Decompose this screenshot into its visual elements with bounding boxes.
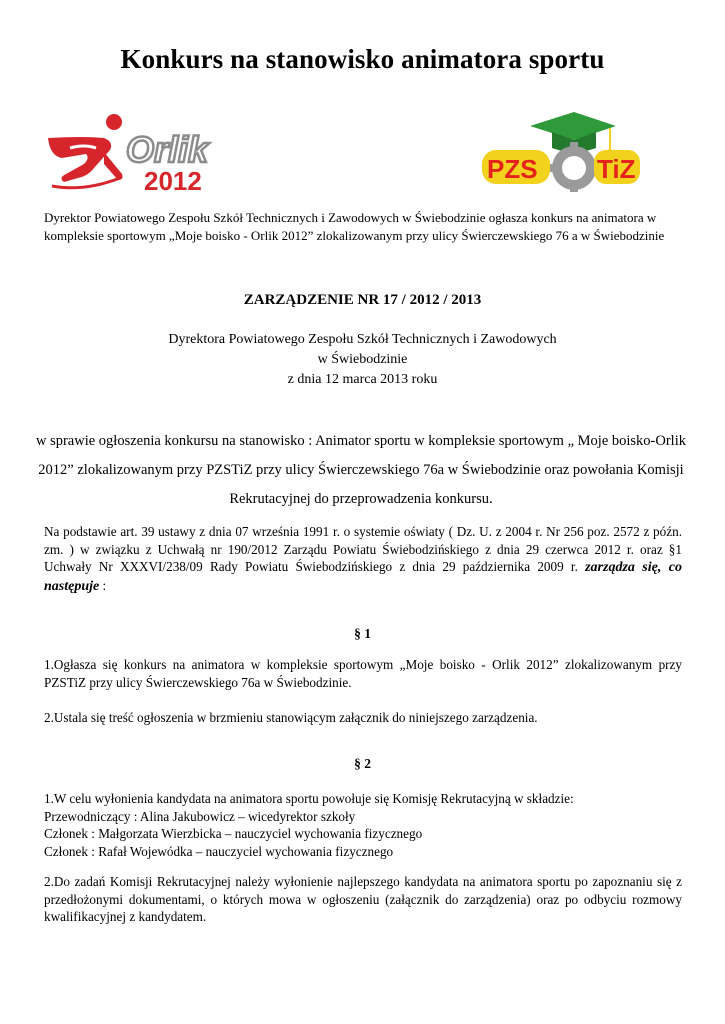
- orlik-word: Orlik: [126, 129, 209, 170]
- section-2-item-1: [44, 790, 682, 860]
- pzstiz-logo: [482, 108, 640, 192]
- section-1-heading: § 1: [354, 626, 371, 641]
- issuer-line: w Świebodzinie: [317, 352, 408, 367]
- regulation-number: ZARZĄDZENIE NR 17 / 2012 / 2013: [243, 292, 482, 308]
- gear-icon: [548, 142, 600, 192]
- legal-basis-text: Na podstawie art. 39 ustawy z dnia 07 września 1991 r. o systemie oświaty ( Dz. U. z 2004 r. Nr 256 poz. 2572 z późn. zm. ) w związku z Uchwałą nr 190/2012 Zarządu Powiatu Świebodzińskiego z dnia 29 czerwca 2012 r. oraz §1 Uchwały Nr XXXVI/238/09 Rady Powiatu Świebodzińskiego z dnia 29 października 2009 r.: [44, 524, 682, 574]
- legal-basis-end: :: [99, 577, 107, 593]
- orlik-year: 2012: [144, 166, 202, 194]
- section-2-heading: § 2: [354, 756, 371, 771]
- section-1-item-1: 1.Ogłasza się konkurs na animatora w kompleksie sportowym „Moje boisko - Orlik 2012” zlokalizowanym przy PZSTiZ przy ulicy Świerczewskiego 76a w Świebodzinie.: [44, 657, 682, 690]
- legal-basis-paragraph: [44, 523, 682, 595]
- committee-member: Przewodniczący : Alina Jakubowicz – wicedyrektor szkoły: [44, 808, 356, 824]
- issuer-line: Dyrektora Powiatowego Zespołu Szkół Technicznych i Zawodowych: [168, 332, 557, 347]
- runner-figure-icon: [48, 114, 123, 188]
- section-1-item-2: 2.Ustala się treść ogłoszenia w brzmieniu stanowiącym załącznik do niniejszego zarządzenia.: [44, 710, 538, 725]
- page-title: Konkurs na stanowisko animatora sportu: [120, 44, 605, 74]
- committee-member: Członek : Rafał Wojewódka – nauczyciel wychowania fizycznego: [44, 843, 394, 859]
- committee-intro: 1.W celu wyłonienia kandydata na animatora sportu powołuje się Komisję Rekrutacyjną w składzie:: [44, 791, 574, 806]
- section-2-item-2: 2.Do zadań Komisji Rekrutacyjnej należy wyłonienie najlepszego kandydata na animatora sportu po zapoznaniu się z przedłożonymi dokumentami, o których mowa w ogłoszeniu (załącznik do zarządzenia) oraz po odbyciu rozmowy kwalifikacyjnej z kandydatem.: [44, 874, 682, 924]
- issuer-block: [0, 330, 725, 390]
- orlik-2012-logo: [44, 108, 216, 194]
- subject-paragraph: w sprawie ogłoszenia konkursu na stanowisko : Animator sportu w kompleksie sportowym „ Moje boisko-Orlik 2012” zlokalizowanym przy PZSTiZ przy ulicy Świerczewskiego 76a w Świebodzinie oraz powołania Komisji Rekrutacyjnej do przeprowadzenia konkursu.: [35, 433, 686, 507]
- tiz-text: TiZ: [597, 154, 636, 184]
- pzs-text: PZS: [487, 154, 538, 184]
- issuer-date: z dnia 12 marca 2013 roku: [287, 372, 438, 387]
- committee-member: Członek : Małgorzata Wierzbicka – nauczyciel wychowania fizycznego: [44, 826, 423, 841]
- intro-paragraph: Dyrektor Powiatowego Zespołu Szkół Technicznych i Zawodowych w Świebodzinie ogłasza konkurs na animatora w kompleksie sportowym „Moje boisko - Orlik 2012” zlokalizowanym przy ulicy Świerczewskiego 76 a w Świebodzinie: [44, 210, 665, 243]
- legal-basis-emphasis: zarządza się, co następuje: [44, 560, 682, 594]
